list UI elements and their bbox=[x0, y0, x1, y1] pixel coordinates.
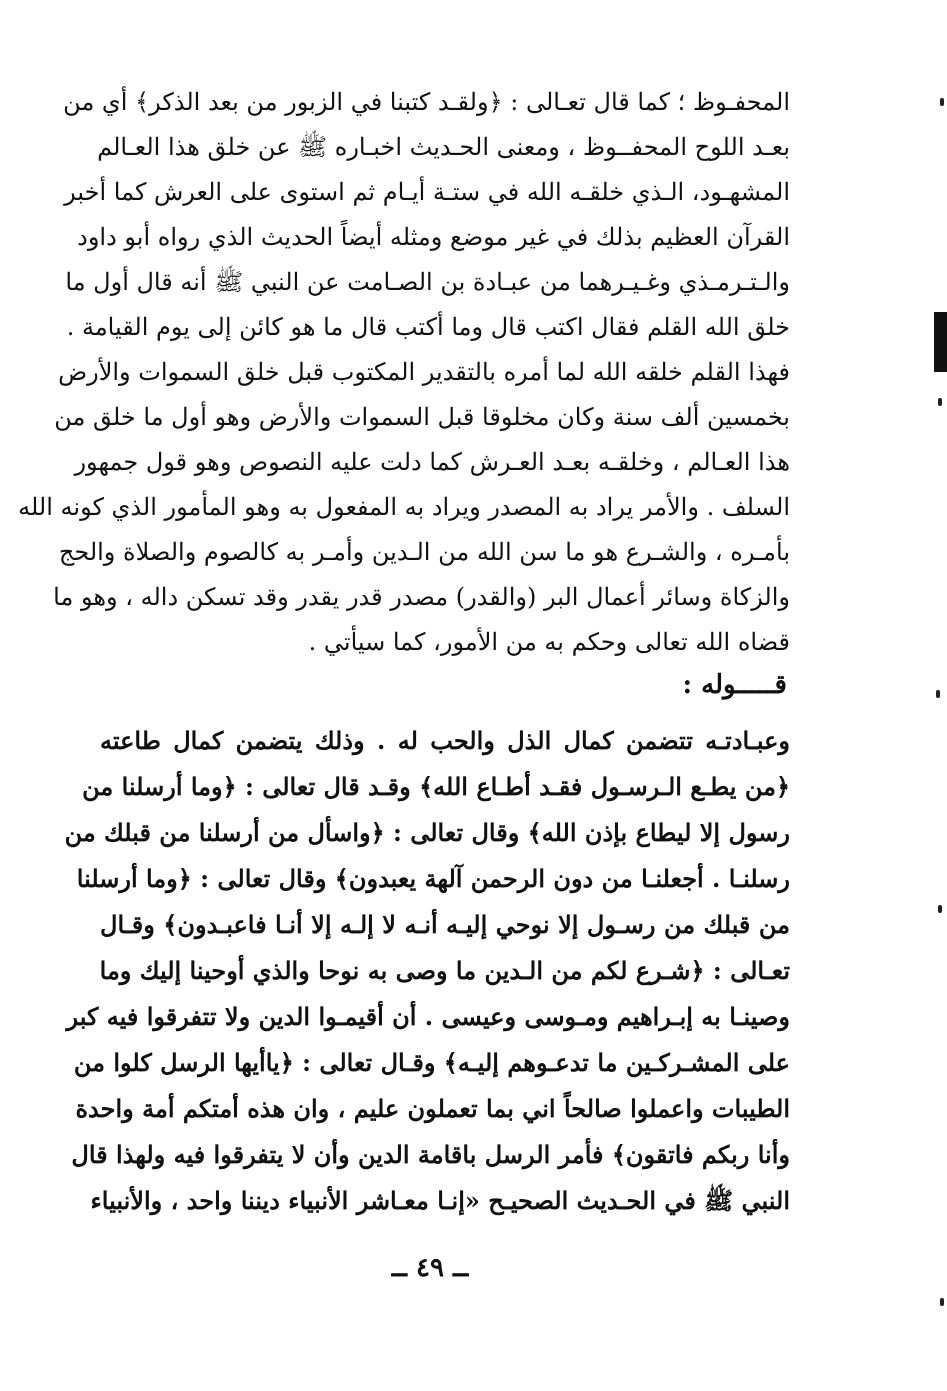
text-line: وعبـادتـه تتضمن كمال الذل والحب له . وذلك يتضمن كمال طاعته bbox=[100, 726, 790, 755]
text-line: المشهـود، الـذي خلقـه الله في ستـة أيـام ثم استوى على العرش كما أخبر bbox=[64, 178, 790, 206]
text-line: من قبلك من رسـول إلا نوحي إليـه أنـه لا إلـه إلا أنـا فاعبـدون﴾ وقـال bbox=[100, 910, 790, 939]
text-line: الطيبات واعملوا صالحاً اني بما تعملون عليم ، وان هذه أمتكم أمة واحدة bbox=[75, 1094, 790, 1123]
text-line: فهذا القلم خلقه الله لما أمره بالتقدير المكتوب قبل خلق السموات والأرض bbox=[58, 358, 790, 386]
page-number: ــ ٤٩ ــ bbox=[391, 1253, 469, 1283]
text-line: المحفـوظ ؛ كما قال تعـالى : ﴿ولقـد كتبنا في الزبور من بعد الذكر﴾ أي من bbox=[63, 88, 790, 116]
body-text bbox=[18, 80, 790, 665]
text-line: وصينـا به إبـراهيم ومـوسى وعيسى . أن أقيمـوا الدين ولا تتفرقوا فيه كبر bbox=[66, 1002, 790, 1031]
bold-text bbox=[64, 718, 790, 1224]
text-line: بخمسين ألف سنة وكان مخلوقا قبل السموات والأرض وهو أول ما خلق من bbox=[54, 403, 790, 431]
text-line: رسلنـا . أجعلنـا من دون الرحمن آلهة يعبدون﴾ وقال تعالى : ﴿وما أرسلنا bbox=[76, 864, 790, 893]
text-line: النبي ﷺ في الحـديث الصحيـح «إنـا معـاشر الأنبياء ديننا واحد ، والأنبياء bbox=[90, 1186, 790, 1215]
text-line: بعـد اللوح المحفــوظ ، ومعنى الحـديث اخبـاره ﷺ عن خلق هذا العـالم bbox=[97, 133, 790, 161]
section-heading: قـــــوله : bbox=[682, 670, 787, 700]
text-line: السلف . والأمر يراد به المصدر ويراد به المفعول به وهو المأمور الذي كونه الله bbox=[18, 493, 790, 521]
text-line: هذا العـالم ، وخلقـه بعـد العـرش كما دلت عليه النصوص وهو قول جمهور bbox=[74, 448, 790, 476]
text-line: وأنا ربكم فاتقون﴾ فأمر الرسل باقامة الدين وأن لا يتفرقوا فيه ولهذا قال bbox=[71, 1140, 790, 1169]
edge-speck bbox=[940, 98, 944, 106]
text-line: بأمـره ، والشـرع هو ما سن الله من الـدين وأمـر به كالصوم والصلاة والحج bbox=[58, 538, 790, 566]
text-line: تعـالى : ﴿شـرع لكم من الـدين ما وصى به نوحا والذي أوحينا إليك وما bbox=[99, 956, 790, 985]
edge-speck bbox=[936, 690, 940, 698]
text-line: والـتـرمـذي وغـيـرهما من عبـادة بن الصـامت عن النبي ﷺ أنه قال أول ما bbox=[65, 268, 790, 296]
text-line: ﴿من يطـع الـرسـول فقـد أطـاع الله﴾ وقـد قال تعالى : ﴿وما أرسلنا من bbox=[82, 772, 790, 801]
text-line: خلق الله القلم فقال اكتب قال وما أكتب قال ما هو كائن إلى يوم القيامة . bbox=[66, 313, 790, 341]
edge-speck bbox=[938, 398, 942, 406]
text-line: رسول إلا ليطاع بإذن الله﴾ وقال تعالى : ﴿واسأل من أرسلنا من قبلك من bbox=[64, 818, 790, 847]
edge-speck bbox=[940, 1298, 944, 1306]
edge-tab-mark bbox=[934, 312, 947, 372]
text-line: والزكاة وسائر أعمال البر (والقدر) مصدر قدر يقدر وقد تسكن داله ، وهو ما bbox=[53, 583, 790, 611]
text-line: قضاه الله تعالى وحكم به من الأمور، كما سيأتي . bbox=[308, 628, 790, 656]
text-line: القرآن العظيم بذلك في غير موضع ومثله أيضاً الحديث الذي رواه أبو داود bbox=[77, 223, 790, 251]
edge-speck bbox=[938, 905, 942, 913]
text-line: على المشـركـين ما تدعـوهم إليـه﴾ وقـال تعالى : ﴿ياأيها الرسل كلوا من bbox=[73, 1048, 790, 1077]
